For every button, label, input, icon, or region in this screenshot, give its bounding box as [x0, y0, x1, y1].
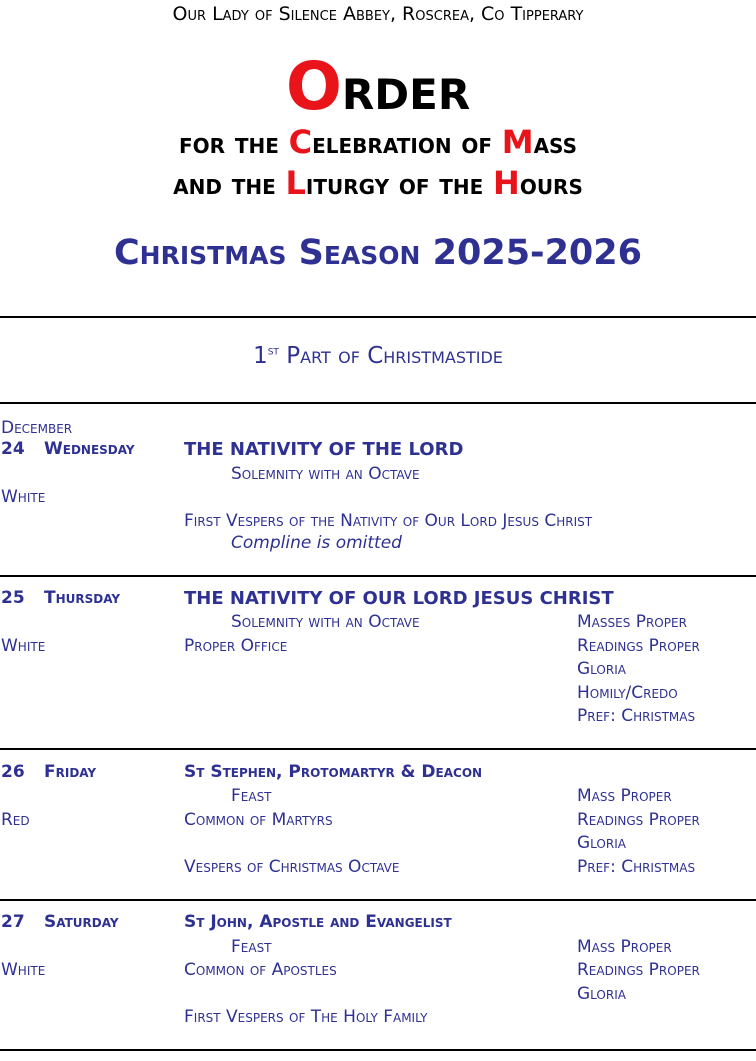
order-title	[0, 48, 756, 130]
subtitle-mass-part: ass	[533, 127, 577, 160]
divider	[0, 748, 756, 750]
mass-item: Pref: Christmas	[577, 857, 696, 877]
vespers-note: Vespers of Christmas Octave	[184, 857, 400, 877]
subtitle-mass-part: M	[501, 123, 534, 161]
day-number: 27	[1, 912, 25, 932]
subtitle-hours-part: H	[493, 164, 520, 202]
month-label: December	[1, 418, 73, 438]
subtitle-mass-part: elebration of	[312, 127, 502, 160]
celebration-rank: Feast	[231, 786, 272, 806]
part-heading	[0, 343, 756, 369]
subtitle-mass-part: for the	[179, 127, 289, 160]
mass-item: Gloria	[577, 833, 626, 853]
mass-item: Masses Proper	[577, 612, 687, 632]
liturgical-colour: White	[1, 487, 46, 507]
subtitle-mass	[0, 123, 756, 161]
mass-item: Gloria	[577, 659, 626, 679]
office-label: Common of Martyrs	[184, 810, 333, 830]
order-title-rest: RDER	[341, 70, 471, 119]
celebration-rank: Solemnity with an Octave	[231, 464, 420, 484]
weekday: Wednesday	[44, 439, 135, 459]
mass-item: Mass Proper	[577, 937, 672, 957]
vespers-note: First Vespers of The Holy Family	[184, 1007, 428, 1027]
subtitle-hours-part: ours	[519, 168, 583, 201]
liturgical-colour: Red	[1, 810, 30, 830]
celebration-rank: Feast	[231, 937, 272, 957]
mass-item: Readings Proper	[577, 960, 700, 980]
order-title-initial: O	[285, 48, 342, 125]
celebration-title: THE NATIVITY OF OUR LORD JESUS CHRIST	[184, 588, 614, 609]
day-number: 25	[1, 588, 25, 608]
divider	[0, 316, 756, 318]
day-number: 24	[1, 439, 25, 459]
abbey-name: Our Lady of Silence Abbey, Roscrea, Co Tipperary	[172, 3, 584, 25]
celebration-rank: Solemnity with an Octave	[231, 612, 420, 632]
mass-item: Homily/Credo	[577, 683, 678, 703]
mass-item: Pref: Christmas	[577, 706, 696, 726]
subtitle-hours-part: and the	[173, 168, 286, 201]
office-label: Common of Apostles	[184, 960, 337, 980]
part-superscript: st	[267, 343, 279, 359]
office-note: Compline is omitted	[231, 533, 402, 553]
subtitle-hours-part: L	[285, 164, 306, 202]
day-number: 26	[1, 762, 25, 782]
divider	[0, 402, 756, 404]
vespers-note: First Vespers of the Nativity of Our Lord Jesus Christ	[184, 511, 593, 531]
subtitle-hours	[0, 164, 756, 202]
part-title: Part of Christmastide	[278, 343, 503, 369]
weekday: Thursday	[44, 588, 121, 608]
celebration-title: St John, Apostle and Evangelist	[184, 912, 452, 932]
office-label: Proper Office	[184, 636, 288, 656]
season-title: Christmas Season 2025-2026	[114, 233, 642, 273]
weekday: Friday	[44, 762, 97, 782]
subtitle-mass-part: C	[288, 123, 313, 161]
weekday: Saturday	[44, 912, 119, 932]
mass-item: Readings Proper	[577, 810, 700, 830]
mass-item: Gloria	[577, 984, 626, 1004]
celebration-title: THE NATIVITY OF THE LORD	[184, 439, 464, 460]
liturgical-colour: White	[1, 636, 46, 656]
divider	[0, 1049, 756, 1051]
mass-item: Readings Proper	[577, 636, 700, 656]
divider	[0, 899, 756, 901]
subtitle-hours-part: iturgy of the	[305, 168, 494, 201]
part-number: 1	[253, 343, 268, 369]
liturgical-colour: White	[1, 960, 46, 980]
divider	[0, 575, 756, 577]
celebration-title: St Stephen, Protomartyr & Deacon	[184, 762, 483, 782]
mass-item: Mass Proper	[577, 786, 672, 806]
